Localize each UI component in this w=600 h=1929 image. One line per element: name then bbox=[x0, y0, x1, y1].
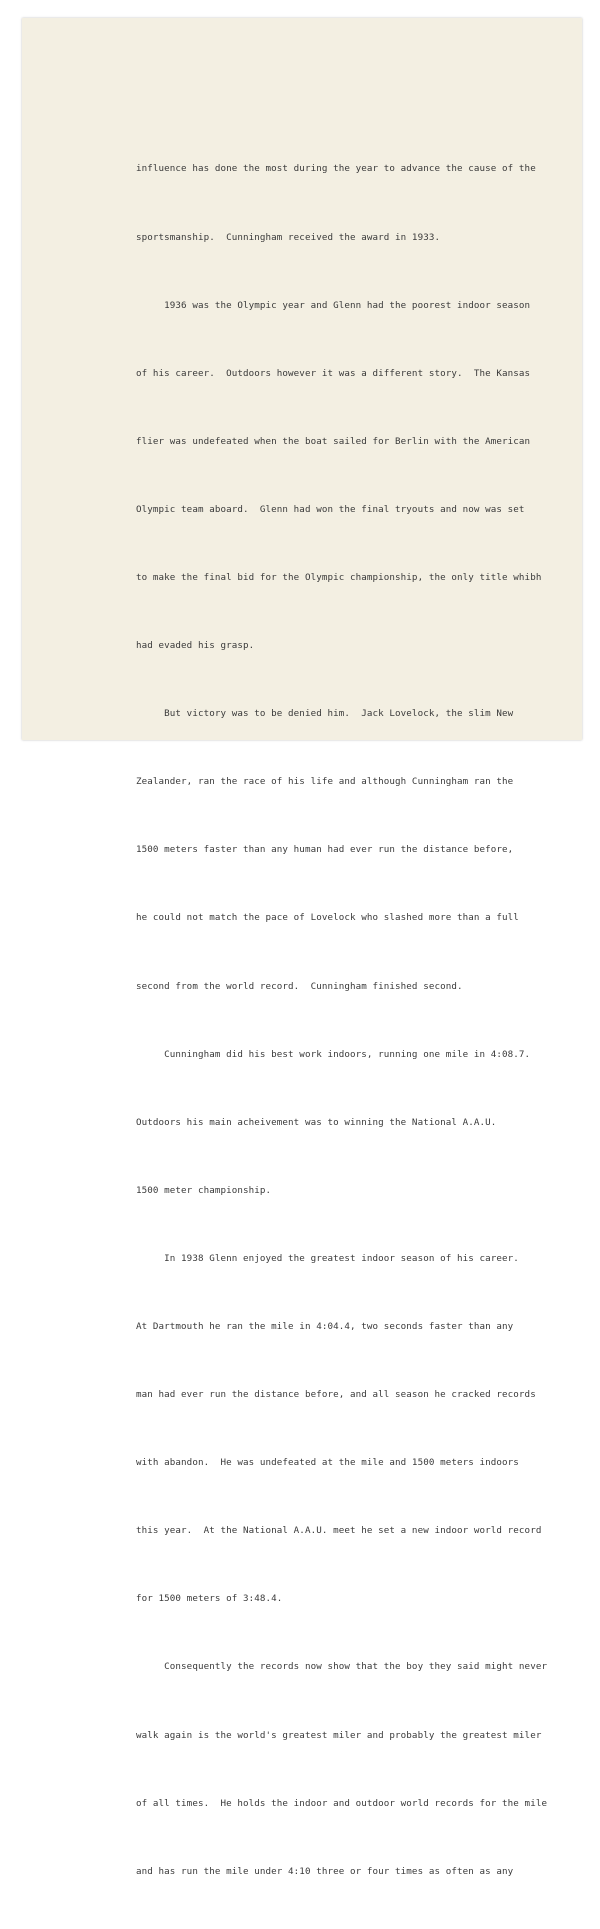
text-line: he could not match the pace of Lovelock who slashed more than a full bbox=[136, 912, 519, 924]
text-line: flier was undefeated when the boat sailed for Berlin with the American bbox=[136, 435, 531, 447]
text-line: to make the final bid for the Olympic championship, the only title whibh bbox=[136, 571, 542, 583]
text-line: Cunningham did his best work indoors, running one mile in 4:08.7. bbox=[136, 1048, 531, 1060]
page-body-text bbox=[136, 113, 556, 1929]
text-line: and has run the mile under 4:10 three or four times as often as any bbox=[136, 1865, 514, 1877]
text-line: Outdoors his main acheivement was to winning the National A.A.U. bbox=[136, 1116, 497, 1128]
text-line: of all times. He holds the indoor and outdoor world records for the mile bbox=[136, 1797, 548, 1809]
text-line: 1936 was the Olympic year and Glenn had the poorest indoor season bbox=[136, 299, 531, 311]
text-line: In 1938 Glenn enjoyed the greatest indoor season of his career. bbox=[136, 1252, 519, 1264]
text-line: Zealander, ran the race of his life and although Cunningham ran the bbox=[136, 776, 514, 788]
text-line: 1500 meter championship. bbox=[136, 1184, 272, 1196]
text-line: Consequently the records now show that the boy they said might never bbox=[136, 1661, 548, 1673]
text-line: with abandon. He was undefeated at the mile and 1500 meters indoors bbox=[136, 1457, 519, 1469]
text-line: of his career. Outdoors however it was a different story. The Kansas bbox=[136, 367, 531, 379]
text-line: walk again is the world's greatest miler and probably the greatest miler bbox=[136, 1729, 542, 1741]
text-line: for 1500 meters of 3:48.4. bbox=[136, 1593, 283, 1605]
text-line: 1500 meters faster than any human had ever run the distance before, bbox=[136, 844, 514, 856]
text-line: had evaded his grasp. bbox=[136, 640, 255, 652]
text-line: At Dartmouth he ran the mile in 4:04.4, two seconds faster than any bbox=[136, 1321, 514, 1332]
text-line: Olympic team aboard. Glenn had won the final tryouts and now was set bbox=[136, 503, 525, 515]
typewritten-page bbox=[22, 18, 582, 1877]
text-line: man had ever run the distance before, and all season he cracked records bbox=[136, 1389, 536, 1401]
text-line: But victory was to be denied him. Jack Lovelock, the slim New bbox=[136, 708, 514, 720]
text-line: this year. At the National A.A.U. meet he set a new indoor world record bbox=[136, 1525, 542, 1537]
text-line: influence has done the most during the year to advance the cause of the bbox=[136, 163, 536, 175]
text-line: second from the world record. Cunningham finished second. bbox=[136, 980, 463, 992]
text-line: sportsmanship. Cunningham received the award in 1933. bbox=[136, 231, 441, 243]
